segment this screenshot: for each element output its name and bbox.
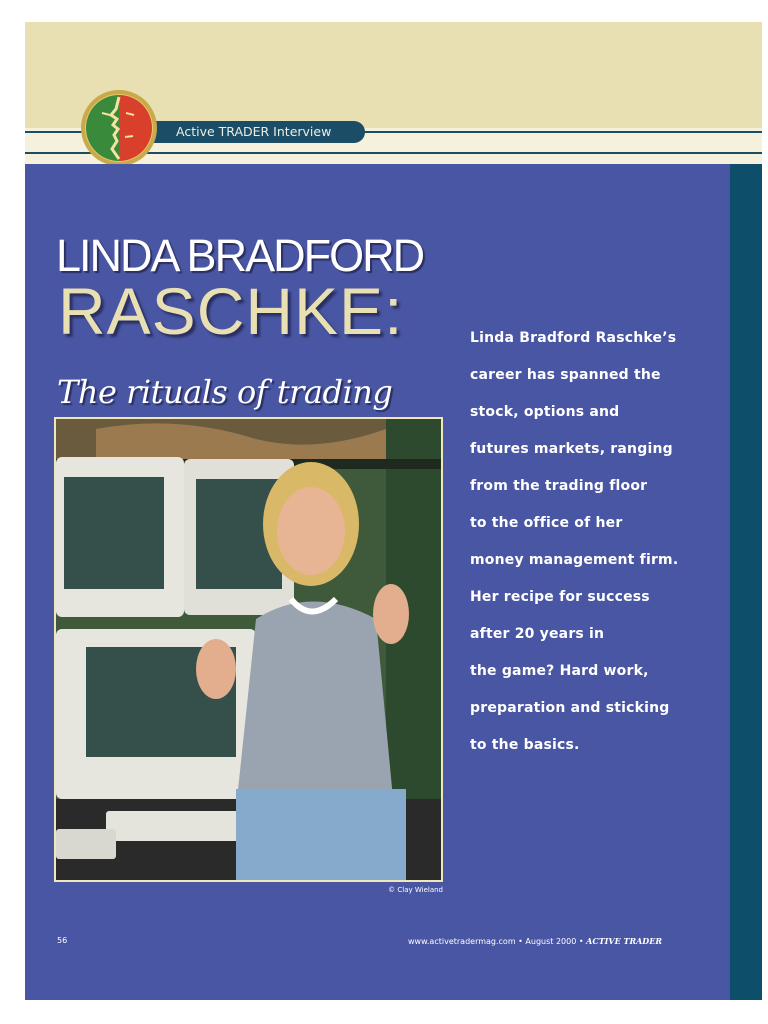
footer-url-date: www.activetradermag.com • August 2000 • [407,937,584,946]
deck-line: the game? Hard work, [470,663,649,679]
face-profile-icon [80,89,158,167]
footer-line [340,936,662,946]
page-number: 56 [57,936,68,945]
deck-line: to the basics. [470,737,580,753]
photo-credit: © Clay Wieland [388,886,443,894]
deck-line: futures markets, ranging [470,441,673,457]
deck-line: preparation and sticking [470,700,670,716]
right-sidebar-bar [730,164,762,1000]
deck-line: stock, options and [470,404,620,420]
headline-surname: RASCHKE: [58,274,404,348]
deck-line: career has spanned the [470,367,661,383]
deck-line: Linda Bradford Raschke’s [470,330,677,346]
headline-name: LINDA BRADFORD [56,230,424,281]
headline-subtitle: The rituals of trading [57,373,393,411]
deck-line: from the trading floor [470,478,648,494]
deck-line: after 20 years in [470,626,605,642]
deck-line: money management firm. [470,552,679,568]
article-deck [470,320,700,764]
footer-magazine-name: ACTIVE TRADER [586,936,662,946]
trader-photo [54,417,443,882]
section-label: Active TRADER Interview [133,121,365,143]
deck-line: to the office of her [470,515,623,531]
deck-line: Her recipe for success [470,589,650,605]
